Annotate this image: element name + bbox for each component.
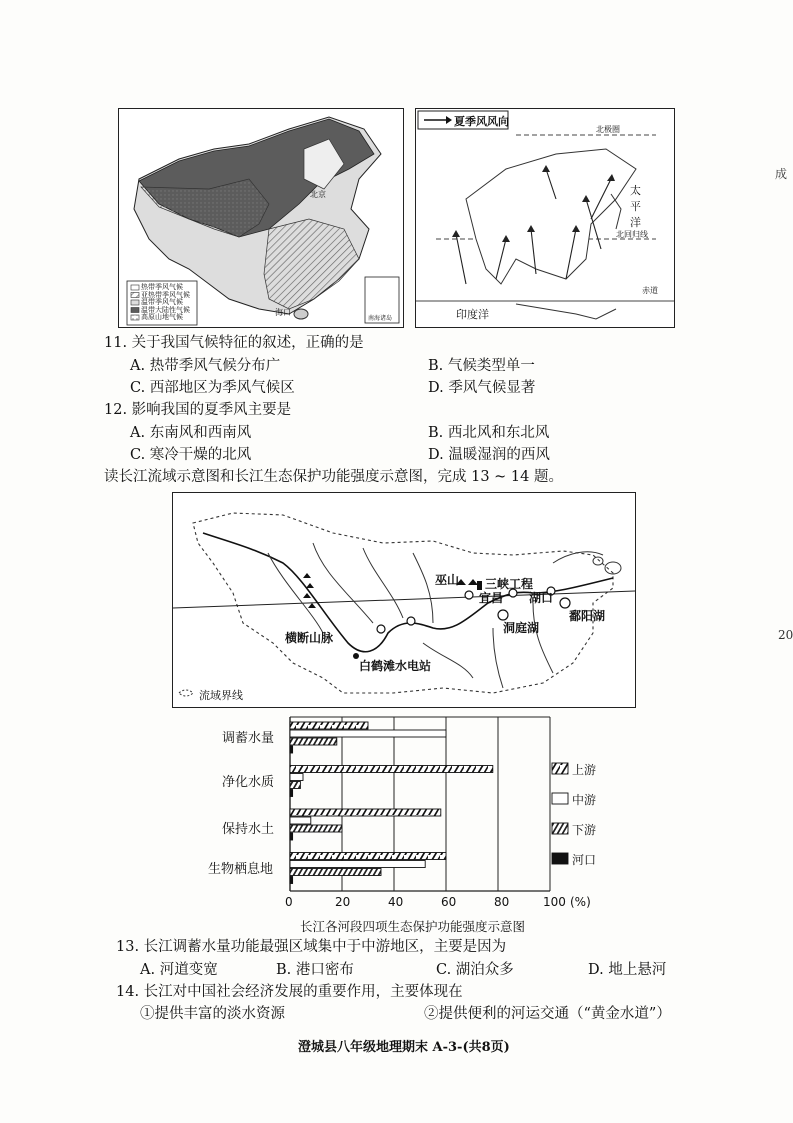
bar-2-2 [290,774,303,781]
bar-2-4 [290,861,425,868]
x-unit: (%) [570,895,591,909]
q13-option-a: A. 河道变宽 [140,962,218,978]
legend-estuary: 河口 [572,853,597,867]
label-wushan: 巫山 [435,573,460,587]
legend-temperate-monsoon: 温带季风气候 [141,298,183,306]
legend-midstream: 中游 [572,793,597,807]
legend-downstream: 下游 [572,823,597,837]
bar-4-2 [290,790,293,797]
bar-3-4 [290,869,381,876]
q11-option-a: A. 热带季风气候分布广 [130,358,281,374]
label-yichang: 宜昌 [479,591,504,605]
bar-3-2 [290,782,300,789]
label-tropic: 北回归线 [616,230,648,239]
label-three-gorges: 三峡工程 [485,577,534,591]
label-arctic-circle: 北极圈 [596,125,620,134]
label-hengduan: 横断山脉 [285,631,334,645]
q13-option-b: B. 港口密布 [276,962,354,978]
bar-3-3 [290,825,342,832]
x-tick-80: 80 [494,895,510,909]
category-habitat: 生物栖息地 [208,862,274,877]
legend-swatch-3 [552,823,568,834]
edge-text-top-right: 成 [775,167,788,181]
yangtze-basin-map [172,492,636,708]
q11-stem: 11. 关于我国气候特征的叙述，正确的是 [104,335,364,351]
q14-option-1: ①提供丰富的淡水资源 [140,1006,285,1022]
q12-option-c: C. 寒冷干燥的北风 [130,447,252,463]
q11-option-c: C. 西部地区为季风气候区 [130,380,295,396]
label-hukou: 湖口 [529,591,554,605]
china-climate-map [118,108,404,328]
label-south-china-sea-inset: 南海诸岛 [368,315,393,322]
bar-1-4 [290,853,446,860]
summer-monsoon-map [415,108,675,328]
chart-title: 长江各河段四项生态保护功能强度示意图 [300,919,526,934]
q12-option-d: D. 温暖湿润的西风 [428,447,550,463]
legend-subtropical-monsoon: 亚热带季风气候 [141,290,190,299]
bar-1-2 [290,766,493,773]
label-poyang: 鄱阳湖 [569,609,606,623]
bar-1-1 [290,722,368,729]
label-baihetan: 白鹤滩水电站 [359,659,432,673]
x-tick-40: 40 [388,895,404,909]
q11-option-b: B. 气候类型单一 [428,358,535,374]
category-purify: 净化水质 [222,775,275,790]
legend-plateau-mountain: 高原山地气候 [141,313,183,321]
legend-temperate-continental: 温带大陆性气候 [141,305,190,314]
q14-stem: 14. 长江对中国社会经济发展的重要作用，主要体现在 [116,984,463,1000]
edge-text-mid-right: 20 [778,628,793,642]
label-boundary: 流域界线 [199,689,243,702]
legend-upstream: 上游 [572,763,597,777]
legend-swatch-2 [552,793,568,804]
label-pacific: 太平洋 [630,184,641,229]
q13-option-d: D. 地上悬河 [588,962,667,978]
label-beijing: 北京 [310,190,326,199]
x-tick-20: 20 [335,895,351,909]
yangtze-rivers-graphic [173,493,635,707]
legend-tropical-monsoon: 热带季风气候 [141,283,183,291]
bar-4-3 [290,833,293,840]
q12-option-a: A. 东南风和西南风 [130,425,252,441]
q13-stem: 13. 长江调蓄水量功能最强区域集中于中游地区，主要是因为 [116,939,507,955]
bar-2-1 [290,730,446,737]
bar-4-1 [290,746,293,753]
q12-stem: 12. 影响我国的夏季风主要是 [104,402,292,418]
q14-option-2: ②提供便利的河运交通（“黄金水道”） [424,1006,671,1022]
q11-option-d: D. 季风气候显著 [428,380,536,396]
x-tick-0: 0 [285,895,293,909]
bar-3-1 [290,738,337,745]
category-storage: 调蓄水量 [222,731,275,746]
page-footer: 澄城县八年级地理期末 A-3-(共8页) [298,1040,510,1055]
bar-4-4 [290,877,293,884]
q12-option-b: B. 西北风和东北风 [428,425,550,441]
label-dongting: 洞庭湖 [503,621,540,635]
category-soil: 保持水土 [222,822,275,837]
legend-summer-monsoon: 夏季风风向 [454,115,509,128]
eco-function-chart [200,715,620,915]
x-tick-100: 100 [543,895,566,909]
label-indian-ocean: 印度洋 [456,308,489,321]
bar-2-3 [290,817,311,824]
legend-swatch-1 [552,763,568,774]
q13-option-c: C. 湖泊众多 [436,962,514,978]
x-tick-60: 60 [441,895,457,909]
label-equator: 赤道 [642,286,658,295]
label-haikou: 海口 [275,308,291,317]
bar-1-3 [290,809,441,816]
intro-13-14: 读长江流域示意图和长江生态保护功能强度示意图，完成 13 ~ 14 题。 [104,469,563,485]
legend-swatch-4 [552,853,568,864]
